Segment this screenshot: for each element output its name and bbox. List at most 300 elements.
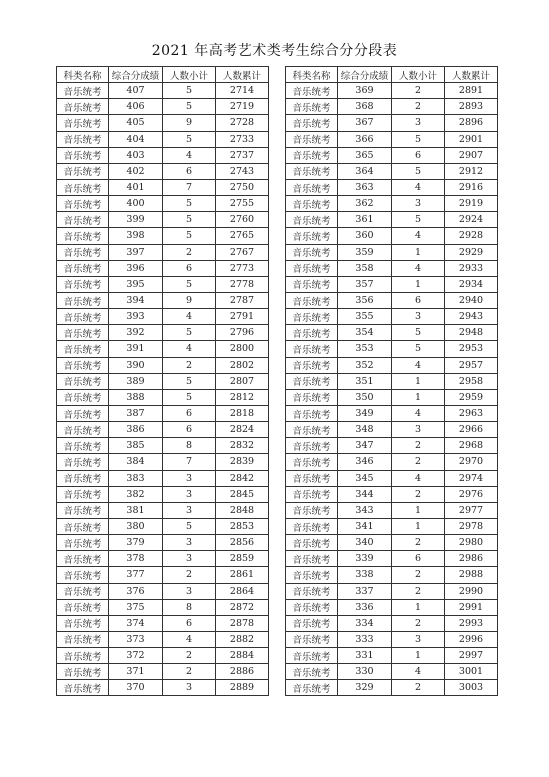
table-row <box>286 228 498 244</box>
cell-count: 1 <box>392 276 445 292</box>
cell-cumulative: 2728 <box>216 115 269 131</box>
header-cumulative: 人数累计 <box>445 67 498 83</box>
table-row <box>57 131 269 147</box>
cell-score: 394 <box>109 292 163 308</box>
cell-cumulative: 2958 <box>445 373 498 389</box>
table-row <box>286 325 498 341</box>
cell-cumulative: 2957 <box>445 357 498 373</box>
cell-count: 4 <box>392 228 445 244</box>
cell-score: 400 <box>109 196 163 212</box>
cell-score: 395 <box>109 276 163 292</box>
cell-score: 376 <box>109 583 163 599</box>
cell-cumulative: 2996 <box>445 631 498 647</box>
cell-score: 405 <box>109 115 163 131</box>
cell-cumulative: 2940 <box>445 292 498 308</box>
table-row <box>286 163 498 179</box>
cell-cumulative: 2832 <box>216 438 269 454</box>
cell-cumulative: 2787 <box>216 292 269 308</box>
cell-score: 352 <box>338 357 392 373</box>
cell-score: 334 <box>338 615 392 631</box>
cell-category: 音乐统考 <box>57 83 109 99</box>
cell-count: 7 <box>163 454 216 470</box>
cell-category: 音乐统考 <box>57 518 109 534</box>
cell-score: 380 <box>109 518 163 534</box>
cell-score: 373 <box>109 631 163 647</box>
header-category: 科类名称 <box>286 67 338 83</box>
table-row <box>57 228 269 244</box>
cell-category: 音乐统考 <box>286 357 338 373</box>
cell-score: 354 <box>338 325 392 341</box>
table-row <box>57 438 269 454</box>
cell-cumulative: 2848 <box>216 502 269 518</box>
table-row <box>286 341 498 357</box>
cell-cumulative: 2968 <box>445 438 498 454</box>
cell-cumulative: 2924 <box>445 212 498 228</box>
cell-score: 371 <box>109 664 163 680</box>
table-row <box>57 276 269 292</box>
cell-category: 音乐统考 <box>57 244 109 260</box>
cell-cumulative: 2778 <box>216 276 269 292</box>
table-row <box>57 567 269 583</box>
cell-score: 341 <box>338 518 392 534</box>
cell-cumulative: 2993 <box>445 615 498 631</box>
cell-cumulative: 2878 <box>216 615 269 631</box>
cell-category: 音乐统考 <box>57 599 109 615</box>
cell-category: 音乐统考 <box>286 163 338 179</box>
cell-category: 音乐统考 <box>286 680 338 696</box>
cell-cumulative: 2948 <box>445 325 498 341</box>
cell-count: 3 <box>163 583 216 599</box>
cell-category: 音乐统考 <box>286 244 338 260</box>
cell-category: 音乐统考 <box>57 309 109 325</box>
cell-score: 402 <box>109 163 163 179</box>
cell-cumulative: 3003 <box>445 680 498 696</box>
cell-count: 7 <box>163 179 216 195</box>
cell-score: 385 <box>109 438 163 454</box>
cell-category: 音乐统考 <box>57 373 109 389</box>
cell-category: 音乐统考 <box>57 502 109 518</box>
table-row <box>286 551 498 567</box>
cell-cumulative: 2861 <box>216 567 269 583</box>
header-cumulative: 人数累计 <box>216 67 269 83</box>
cell-count: 5 <box>163 99 216 115</box>
cell-category: 音乐统考 <box>57 551 109 567</box>
cell-category: 音乐统考 <box>286 518 338 534</box>
cell-score: 379 <box>109 535 163 551</box>
cell-category: 音乐统考 <box>286 422 338 438</box>
cell-score: 391 <box>109 341 163 357</box>
cell-cumulative: 2842 <box>216 470 269 486</box>
cell-cumulative: 2978 <box>445 518 498 534</box>
cell-count: 3 <box>163 486 216 502</box>
table-row <box>286 599 498 615</box>
cell-count: 5 <box>163 83 216 99</box>
cell-score: 340 <box>338 535 392 551</box>
cell-category: 音乐统考 <box>286 599 338 615</box>
cell-category: 音乐统考 <box>57 405 109 421</box>
cell-count: 3 <box>392 422 445 438</box>
table-row <box>57 212 269 228</box>
cell-cumulative: 2882 <box>216 631 269 647</box>
cell-category: 音乐统考 <box>286 648 338 664</box>
table-row <box>286 470 498 486</box>
cell-count: 5 <box>163 212 216 228</box>
cell-count: 3 <box>163 551 216 567</box>
cell-cumulative: 2845 <box>216 486 269 502</box>
cell-score: 343 <box>338 502 392 518</box>
table-row <box>57 518 269 534</box>
cell-score: 347 <box>338 438 392 454</box>
cell-count: 3 <box>163 535 216 551</box>
table-row <box>286 680 498 696</box>
cell-cumulative: 2986 <box>445 551 498 567</box>
cell-score: 338 <box>338 567 392 583</box>
cell-count: 5 <box>163 131 216 147</box>
cell-cumulative: 2800 <box>216 341 269 357</box>
cell-count: 8 <box>163 599 216 615</box>
score-table-left <box>56 66 269 696</box>
cell-score: 389 <box>109 373 163 389</box>
cell-count: 5 <box>392 325 445 341</box>
cell-cumulative: 2919 <box>445 196 498 212</box>
table-row <box>57 373 269 389</box>
cell-count: 4 <box>163 147 216 163</box>
cell-category: 音乐统考 <box>57 422 109 438</box>
cell-cumulative: 2896 <box>445 115 498 131</box>
cell-score: 361 <box>338 212 392 228</box>
table-row <box>286 422 498 438</box>
cell-category: 音乐统考 <box>286 131 338 147</box>
cell-count: 2 <box>392 615 445 631</box>
cell-cumulative: 2991 <box>445 599 498 615</box>
table-row <box>286 212 498 228</box>
cell-count: 4 <box>392 179 445 195</box>
cell-category: 音乐统考 <box>57 454 109 470</box>
cell-score: 355 <box>338 309 392 325</box>
cell-cumulative: 2934 <box>445 276 498 292</box>
cell-count: 3 <box>392 631 445 647</box>
cell-score: 390 <box>109 357 163 373</box>
cell-category: 音乐统考 <box>286 276 338 292</box>
table-row <box>57 648 269 664</box>
cell-count: 2 <box>392 680 445 696</box>
cell-category: 音乐统考 <box>286 325 338 341</box>
cell-count: 4 <box>392 357 445 373</box>
cell-count: 4 <box>392 470 445 486</box>
cell-score: 383 <box>109 470 163 486</box>
cell-category: 音乐统考 <box>57 535 109 551</box>
table-row <box>286 373 498 389</box>
cell-cumulative: 2872 <box>216 599 269 615</box>
cell-cumulative: 2839 <box>216 454 269 470</box>
cell-category: 音乐统考 <box>57 147 109 163</box>
cell-count: 1 <box>392 373 445 389</box>
cell-cumulative: 2760 <box>216 212 269 228</box>
cell-score: 404 <box>109 131 163 147</box>
cell-score: 375 <box>109 599 163 615</box>
cell-category: 音乐统考 <box>286 147 338 163</box>
cell-cumulative: 2916 <box>445 179 498 195</box>
cell-category: 音乐统考 <box>57 438 109 454</box>
table-row <box>286 535 498 551</box>
header-count: 人数小计 <box>163 67 216 83</box>
cell-score: 370 <box>109 680 163 696</box>
cell-count: 5 <box>163 518 216 534</box>
cell-cumulative: 2901 <box>445 131 498 147</box>
cell-category: 音乐统考 <box>57 228 109 244</box>
cell-count: 2 <box>392 567 445 583</box>
cell-score: 346 <box>338 454 392 470</box>
table-row <box>57 486 269 502</box>
cell-count: 2 <box>163 244 216 260</box>
table-row <box>57 422 269 438</box>
cell-score: 397 <box>109 244 163 260</box>
cell-score: 331 <box>338 648 392 664</box>
cell-cumulative: 2976 <box>445 486 498 502</box>
cell-cumulative: 2893 <box>445 99 498 115</box>
cell-category: 音乐统考 <box>286 309 338 325</box>
table-row <box>286 389 498 405</box>
header-category: 科类名称 <box>57 67 109 83</box>
table-row <box>57 292 269 308</box>
cell-count: 2 <box>392 438 445 454</box>
cell-score: 366 <box>338 131 392 147</box>
cell-score: 339 <box>338 551 392 567</box>
cell-category: 音乐统考 <box>286 115 338 131</box>
cell-score: 367 <box>338 115 392 131</box>
cell-score: 353 <box>338 341 392 357</box>
cell-count: 2 <box>163 357 216 373</box>
cell-cumulative: 2966 <box>445 422 498 438</box>
cell-category: 音乐统考 <box>57 615 109 631</box>
cell-cumulative: 2959 <box>445 389 498 405</box>
cell-cumulative: 2733 <box>216 131 269 147</box>
table-row <box>57 179 269 195</box>
cell-score: 382 <box>109 486 163 502</box>
cell-count: 1 <box>392 389 445 405</box>
cell-score: 381 <box>109 502 163 518</box>
cell-cumulative: 2807 <box>216 373 269 389</box>
cell-score: 329 <box>338 680 392 696</box>
cell-category: 音乐统考 <box>57 212 109 228</box>
table-row <box>286 83 498 99</box>
table-row <box>57 309 269 325</box>
table-row <box>57 615 269 631</box>
cell-cumulative: 2929 <box>445 244 498 260</box>
header-score: 综合分成绩 <box>338 67 392 83</box>
cell-score: 407 <box>109 83 163 99</box>
cell-score: 336 <box>338 599 392 615</box>
cell-count: 4 <box>392 260 445 276</box>
table-row <box>286 260 498 276</box>
cell-count: 6 <box>163 405 216 421</box>
cell-cumulative: 2802 <box>216 357 269 373</box>
table-row <box>286 115 498 131</box>
cell-score: 399 <box>109 212 163 228</box>
cell-score: 344 <box>338 486 392 502</box>
table-row <box>286 518 498 534</box>
table-row <box>286 131 498 147</box>
cell-cumulative: 2977 <box>445 502 498 518</box>
cell-score: 365 <box>338 147 392 163</box>
table-row <box>57 325 269 341</box>
cell-count: 4 <box>163 309 216 325</box>
cell-count: 1 <box>392 244 445 260</box>
table-row <box>286 615 498 631</box>
table-row <box>286 567 498 583</box>
cell-category: 音乐统考 <box>286 389 338 405</box>
cell-category: 音乐统考 <box>286 535 338 551</box>
cell-category: 音乐统考 <box>57 567 109 583</box>
cell-count: 2 <box>163 648 216 664</box>
cell-count: 4 <box>392 664 445 680</box>
table-body-left <box>57 83 269 696</box>
cell-cumulative: 2737 <box>216 147 269 163</box>
cell-category: 音乐统考 <box>286 438 338 454</box>
table-row <box>286 631 498 647</box>
cell-cumulative: 2791 <box>216 309 269 325</box>
table-header-row <box>286 67 498 83</box>
cell-score: 345 <box>338 470 392 486</box>
cell-category: 音乐统考 <box>57 292 109 308</box>
cell-cumulative: 2812 <box>216 389 269 405</box>
cell-count: 6 <box>163 422 216 438</box>
table-row <box>57 551 269 567</box>
cell-category: 音乐统考 <box>57 680 109 696</box>
cell-count: 2 <box>392 583 445 599</box>
cell-count: 3 <box>163 680 216 696</box>
cell-category: 音乐统考 <box>286 470 338 486</box>
cell-score: 377 <box>109 567 163 583</box>
cell-score: 398 <box>109 228 163 244</box>
cell-category: 音乐统考 <box>57 325 109 341</box>
cell-category: 音乐统考 <box>57 260 109 276</box>
cell-count: 4 <box>163 341 216 357</box>
cell-score: 388 <box>109 389 163 405</box>
table-row <box>286 357 498 373</box>
cell-count: 4 <box>163 631 216 647</box>
table-row <box>286 583 498 599</box>
table-row <box>286 99 498 115</box>
cell-count: 5 <box>163 389 216 405</box>
cell-count: 6 <box>392 147 445 163</box>
table-row <box>57 260 269 276</box>
cell-category: 音乐统考 <box>286 631 338 647</box>
cell-score: 359 <box>338 244 392 260</box>
table-row <box>57 357 269 373</box>
table-row <box>57 599 269 615</box>
cell-cumulative: 2859 <box>216 551 269 567</box>
cell-cumulative: 2891 <box>445 83 498 99</box>
cell-count: 2 <box>392 83 445 99</box>
cell-score: 349 <box>338 405 392 421</box>
table-row <box>57 470 269 486</box>
table-header-row <box>57 67 269 83</box>
cell-count: 1 <box>392 599 445 615</box>
table-row <box>57 99 269 115</box>
cell-count: 3 <box>163 470 216 486</box>
cell-cumulative: 2767 <box>216 244 269 260</box>
table-row <box>57 680 269 696</box>
cell-count: 1 <box>392 502 445 518</box>
cell-score: 364 <box>338 163 392 179</box>
cell-cumulative: 2990 <box>445 583 498 599</box>
cell-count: 2 <box>392 454 445 470</box>
cell-cumulative: 2912 <box>445 163 498 179</box>
cell-category: 音乐统考 <box>286 405 338 421</box>
table-row <box>286 648 498 664</box>
cell-score: 374 <box>109 615 163 631</box>
table-row <box>57 502 269 518</box>
cell-category: 音乐统考 <box>57 341 109 357</box>
cell-cumulative: 2886 <box>216 664 269 680</box>
cell-cumulative: 2765 <box>216 228 269 244</box>
cell-category: 音乐统考 <box>286 228 338 244</box>
cell-count: 3 <box>392 115 445 131</box>
cell-score: 363 <box>338 179 392 195</box>
table-row <box>57 163 269 179</box>
cell-cumulative: 2750 <box>216 179 269 195</box>
page-title: 2021 年高考艺术类考生综合分分段表 <box>151 43 398 59</box>
cell-cumulative: 2974 <box>445 470 498 486</box>
cell-count: 5 <box>163 276 216 292</box>
table-row <box>286 502 498 518</box>
table-row <box>286 405 498 421</box>
cell-score: 351 <box>338 373 392 389</box>
cell-score: 406 <box>109 99 163 115</box>
cell-cumulative: 2980 <box>445 535 498 551</box>
cell-score: 387 <box>109 405 163 421</box>
cell-category: 音乐统考 <box>286 615 338 631</box>
cell-count: 1 <box>392 518 445 534</box>
table-row <box>286 664 498 680</box>
cell-category: 音乐统考 <box>57 389 109 405</box>
table-row <box>57 535 269 551</box>
cell-score: 384 <box>109 454 163 470</box>
cell-count: 6 <box>163 260 216 276</box>
cell-cumulative: 2755 <box>216 196 269 212</box>
cell-cumulative: 2953 <box>445 341 498 357</box>
cell-category: 音乐统考 <box>57 664 109 680</box>
cell-category: 音乐统考 <box>286 551 338 567</box>
cell-count: 9 <box>163 292 216 308</box>
cell-cumulative: 2856 <box>216 535 269 551</box>
cell-score: 350 <box>338 389 392 405</box>
table-row <box>286 486 498 502</box>
cell-score: 356 <box>338 292 392 308</box>
cell-cumulative: 2818 <box>216 405 269 421</box>
cell-cumulative: 2714 <box>216 83 269 99</box>
table-row <box>57 664 269 680</box>
table-row <box>57 341 269 357</box>
cell-cumulative: 2884 <box>216 648 269 664</box>
cell-count: 2 <box>392 486 445 502</box>
cell-category: 音乐统考 <box>286 502 338 518</box>
cell-count: 5 <box>392 131 445 147</box>
cell-count: 6 <box>163 163 216 179</box>
cell-cumulative: 3001 <box>445 664 498 680</box>
cell-count: 5 <box>163 373 216 389</box>
cell-score: 369 <box>338 83 392 99</box>
table-row <box>57 583 269 599</box>
table-row <box>286 438 498 454</box>
cell-score: 401 <box>109 179 163 195</box>
header-count: 人数小计 <box>392 67 445 83</box>
cell-count: 6 <box>392 292 445 308</box>
cell-category: 音乐统考 <box>286 341 338 357</box>
cell-score: 362 <box>338 196 392 212</box>
table-row <box>286 244 498 260</box>
